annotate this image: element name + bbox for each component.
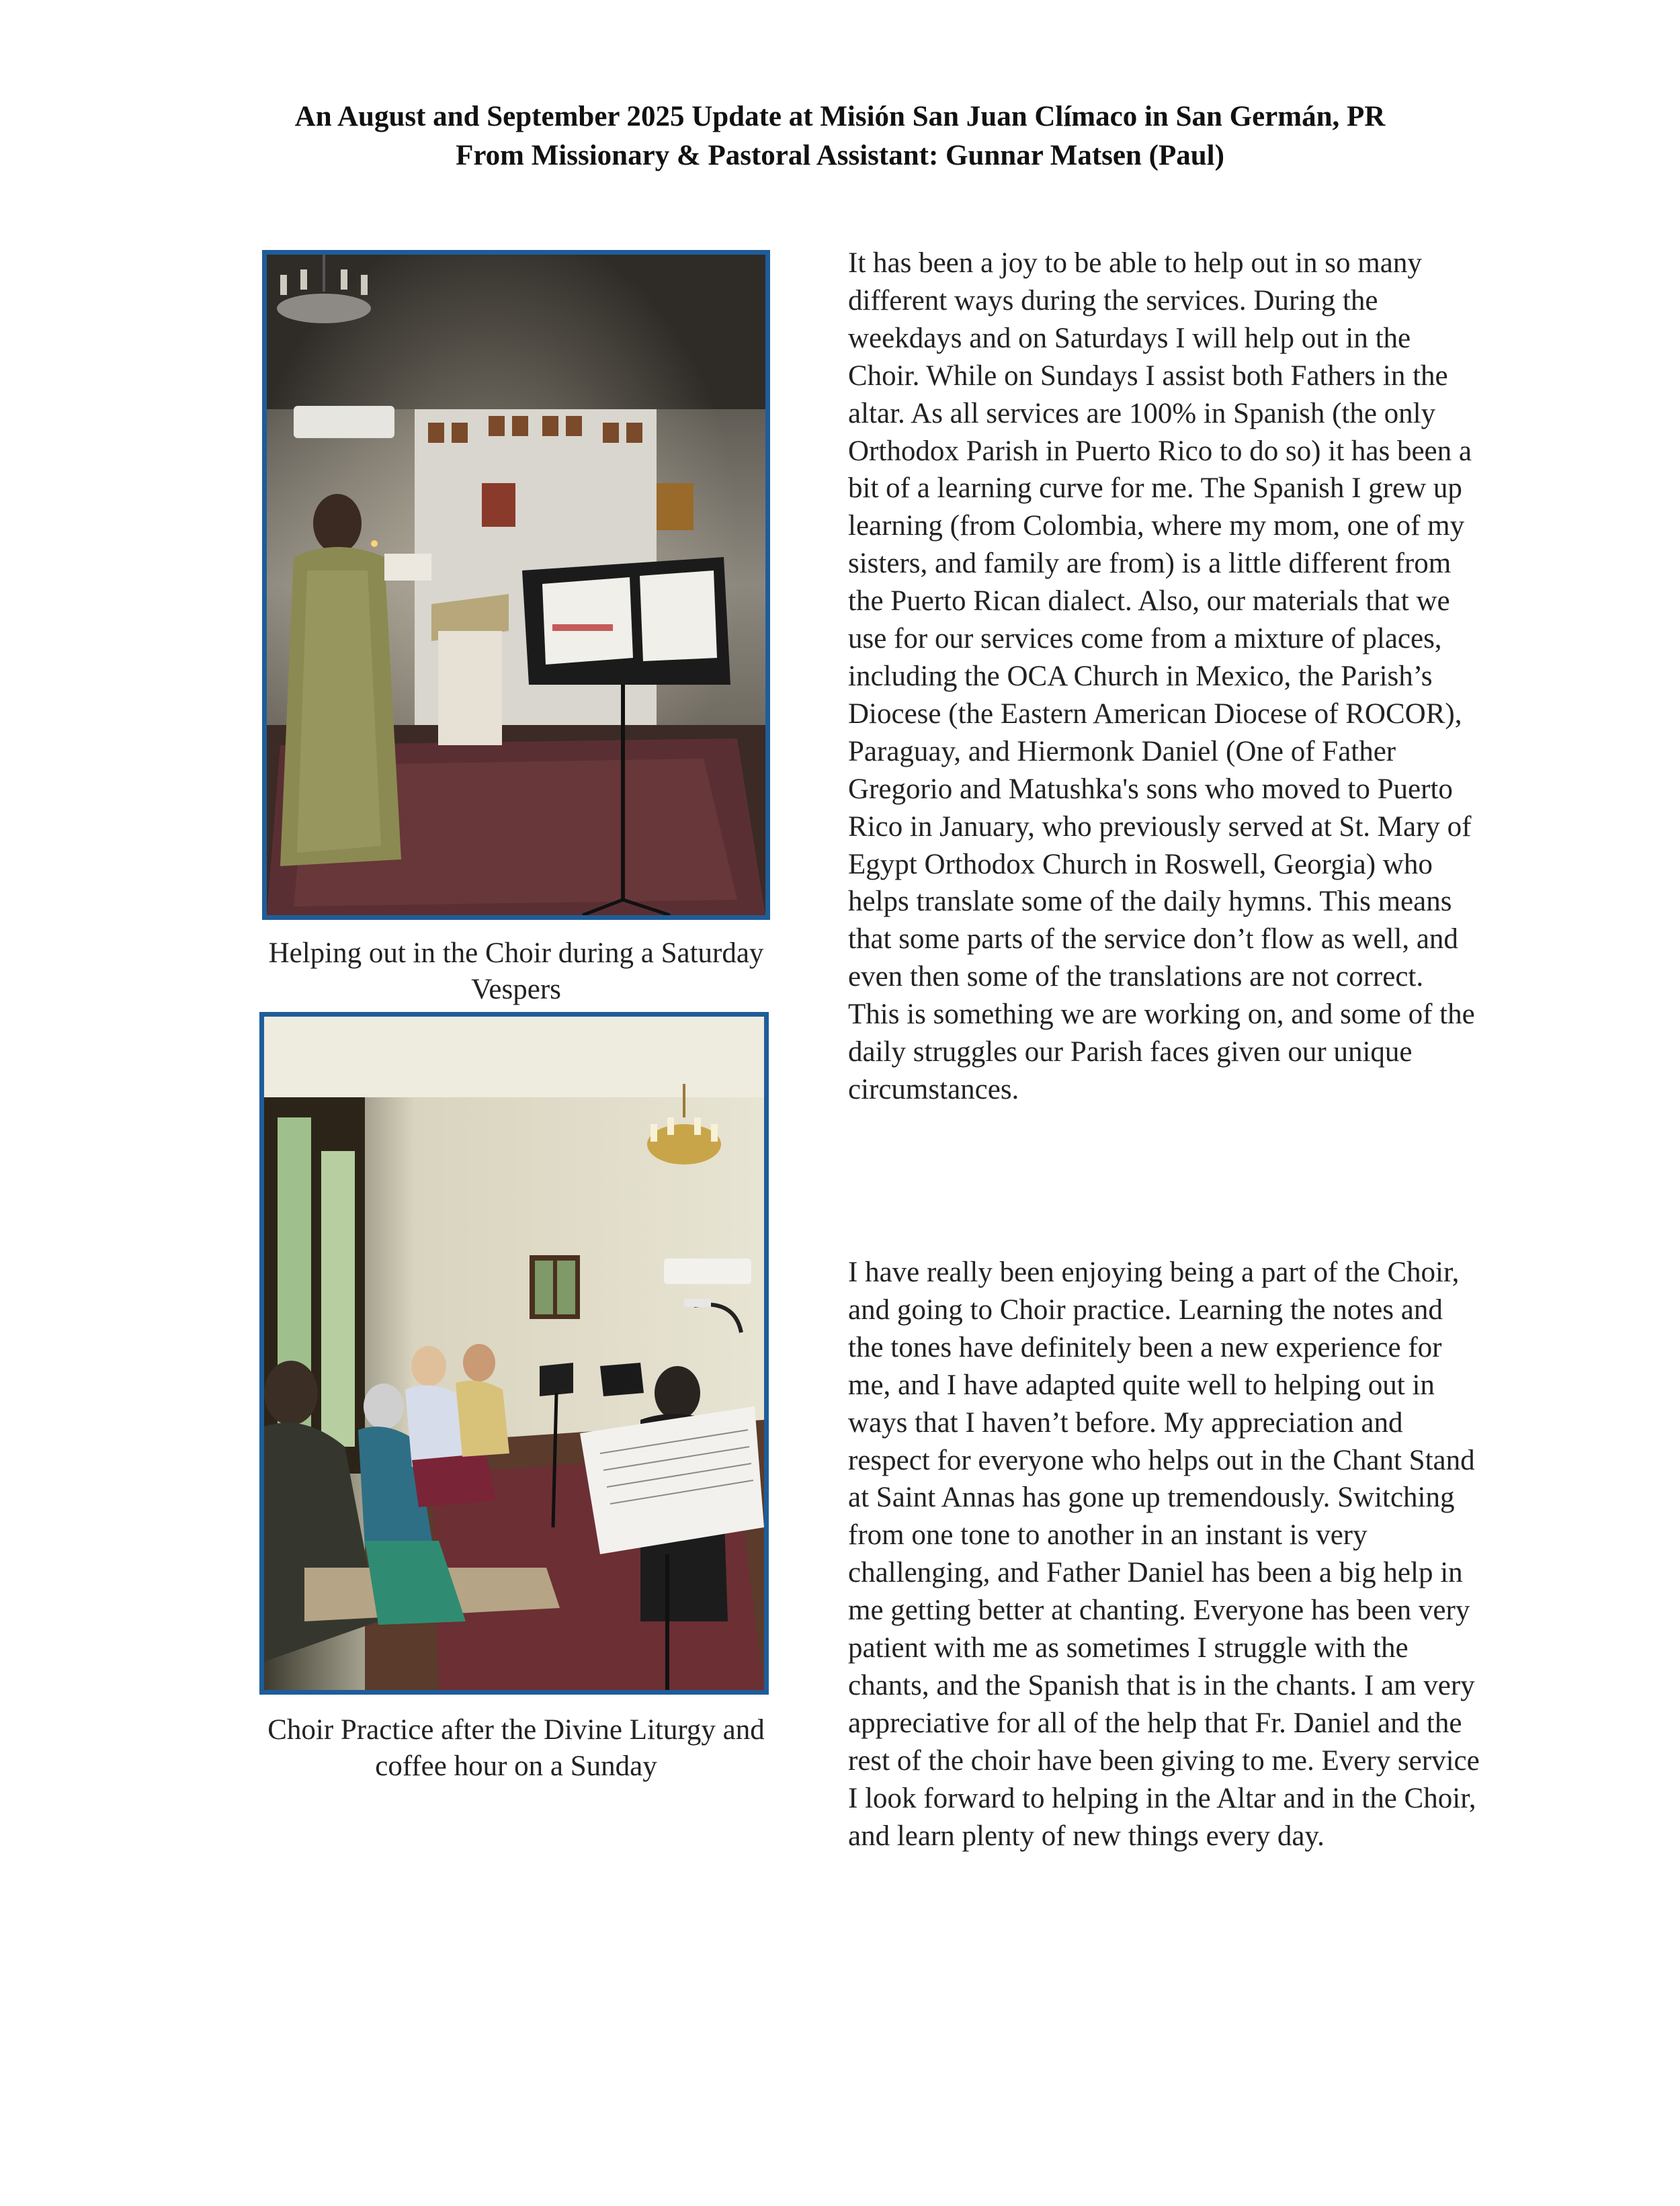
choir-practice-photo-image (264, 1017, 764, 1690)
vespers-photo-caption: Helping out in the Choir during a Saturday Vespers (268, 937, 764, 1005)
page-title-line-2: From Missionary & Pastoral Assistant: Gunnar Matsen (Paul) (456, 140, 1224, 171)
vespers-photo-image (267, 255, 765, 915)
body-paragraph-1 (848, 245, 1480, 1109)
page-title-line-1: An August and September 2025 Update at Misión San Juan Clímaco in San Germán, PR (294, 101, 1386, 132)
vespers-photo (262, 250, 770, 920)
body-paragraph-2 (848, 1254, 1480, 1855)
choir-practice-photo-caption: Choir Practice after the Divine Liturgy and coffee hour on a Sunday (267, 1714, 765, 1782)
body-paragraph-2-text: I have really been enjoying being a part of the Choir, and going to Choir practice. Learning the notes and the tones have definitely been a new experience for me, and I have adapted quite well to helping out in ways that I haven’t before. My appreciation and respect for everyone who helps out in the Chant Stand at Saint Annas has gone up tremendously. Switching from one tone to another in an instant is very challenging, and Father Daniel has been a big help in me getting better at chanting. Everyone has been very patient with me as sometimes I struggle with the chants, and the Spanish that is in the chants. I am very appreciative for all of the help that Fr. Daniel and the rest of the choir have been giving to me. Every service I look forward to helping in the Altar and in the Choir, and learn plenty of new things every day. (848, 1257, 1480, 1852)
choir-practice-photo (259, 1012, 769, 1695)
body-paragraph-1-text: It has been a joy to be able to help out in so many different ways during the services. During the weekdays and on Saturdays I will help out in the Choir. While on Sundays I assist both Fathers in the altar. As all services are 100% in Spanish (the only Orthodox Parish in Puerto Rico to do so) it has been a bit of a learning curve for me. The Spanish I grew up learning (from Colombia, where my mom, one of my sisters, and family are from) is a little different from the Puerto Rican dialect. Also, our materials that we use for our services come from a mixture of places, including the OCA Church in Mexico, the Parish’s Diocese (the Eastern American Diocese of ROCOR), Paraguay, and Hiermonk Daniel (One of Father Gregorio and Matushka's sons who moved to Puerto Rico in January, who previously served at St. Mary of Egypt Orthodox Church in Roswell, Georgia) who helps translate some of the daily hymns. This means that some parts of the service don’t flow as well, and even then some of the translations are not correct. This is something we are working on, and some of the daily struggles our Parish faces given our unique circumstances. (848, 247, 1475, 1105)
